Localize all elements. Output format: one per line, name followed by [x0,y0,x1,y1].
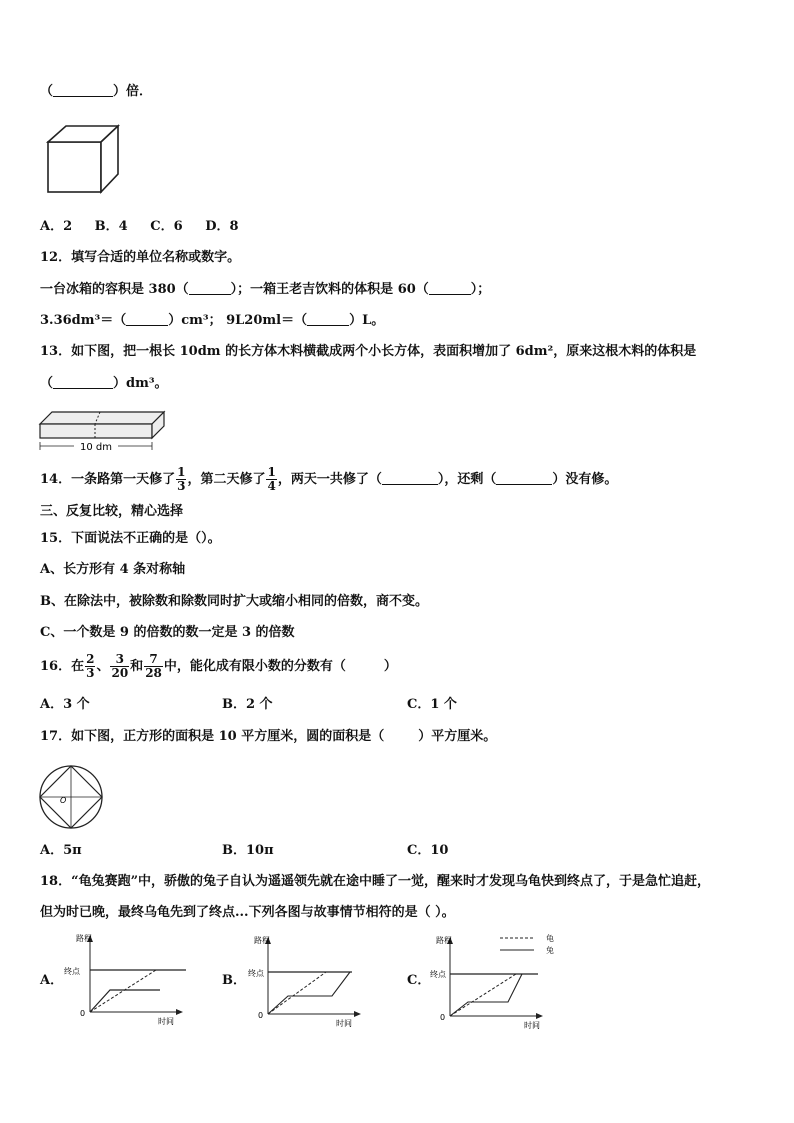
cube-figure [46,124,122,194]
q11-answer-line: （ ）倍． [40,84,153,99]
section-heading: 三、反复比较，精心选择 [40,504,184,519]
svg-text:时间: 时间 [336,1019,352,1028]
svg-text:终点: 终点 [64,967,80,976]
fraction: $\frac{7}{28}$ [145,652,162,680]
graph-a [64,930,194,1026]
q17-question: 17．如下图，正方形的面积是 10 平方厘米，圆的面积是（ ）平方厘米。 [40,729,497,744]
q17-option-a[interactable]: A．5π [40,843,82,858]
svg-text:终点: 终点 [248,969,264,978]
fraction: $\frac{2}{3}$ [86,652,95,680]
q15-title: 15．下面说法不正确的是（）。 [40,531,221,546]
q12-line2: 3.36dm³＝（ ）cm³； 9L20ml＝（ ）L。 [40,313,385,328]
svg-text:0: 0 [258,1011,264,1020]
svg-text:0: 0 [80,1009,86,1018]
q15-option-c[interactable]: C、一个数是 9 的倍数的数一定是 3 的倍数 [40,625,295,640]
svg-text:时间: 时间 [158,1017,174,1026]
q15-option-b[interactable]: B、在除法中，被除数和除数同时扩大或缩小相同的倍数，商不变。 [40,594,428,609]
fraction: $\frac{3}{20}$ [111,652,129,680]
svg-text:路程: 路程 [76,934,92,943]
answer-blank[interactable] [382,472,438,485]
q13-answer-line: （ ）dm³。 [40,376,168,391]
answer-blank[interactable] [126,313,168,326]
option-c[interactable]: C．6 [150,219,183,234]
q12-line1: 一台冰箱的容积是 380（ ）；一箱王老吉饮料的体积是 60（ ）； [40,282,491,297]
q18-line2: 但为时已晚，最终乌龟先到了终点...下列各图与故事情节相符的是（ ）。 [40,905,455,920]
legend-rabbit: 兔 [546,946,554,955]
q18-line1: 18．“龟兔赛跑”中，骄傲的兔子自认为遥遥领先就在途中睡了一觉，醒来时才发现乌龟快到终点了，于是急忙追赶， [40,874,711,889]
graph-a-label[interactable]: A． [40,973,64,988]
answer-blank[interactable] [496,472,552,485]
svg-text:路程: 路程 [436,936,452,945]
fraction: $\frac{1}{4}$ [267,465,276,493]
answer-blank[interactable] [429,282,471,295]
svg-text:时间: 时间 [524,1021,540,1030]
center-label: O [60,796,67,805]
q16-option-a[interactable]: A．3 个 [40,697,90,712]
q13-question: 13．如下图，把一根长 10dm 的长方体木料横截成两个小长方体，表面积增加了 6dm²，原来这根木料的体积是 [40,344,697,359]
q11-options [40,219,239,235]
graph-c-label[interactable]: C． [407,973,431,988]
q12-title: 12．填写合适的单位名称或数字。 [40,250,241,265]
answer-blank[interactable] [189,282,231,295]
option-a[interactable]: A．2 [40,219,73,234]
length-label: 10 dm [80,442,112,453]
q15-option-a[interactable]: A、长方形有 4 条对称轴 [40,562,186,577]
graph-b [248,932,372,1028]
circle-square-figure [38,764,104,830]
q16-option-c[interactable]: C．1 个 [407,697,457,712]
wood-block-figure [38,408,168,454]
fraction: $\frac{1}{3}$ [177,465,186,493]
q17-option-c[interactable]: C．10 [407,843,449,858]
svg-text:终点: 终点 [430,970,446,979]
option-d[interactable]: D．8 [205,219,239,234]
q14-question: 14．一条路第一天修了 $\frac{1}{3}$ ，第二天修了 $\frac{1}{4}$ ，两天一共修了（ ），还剩（ ）没有修。 [40,465,618,493]
legend-tortoise: 龟 [546,934,554,943]
answer-blank[interactable] [53,376,113,389]
q16-option-b[interactable]: B．2 个 [222,697,273,712]
svg-text:0: 0 [440,1013,446,1022]
answer-blank[interactable] [53,84,113,97]
svg-text:路程: 路程 [254,936,270,945]
q16-question: 16．在 $\frac{2}{3}$ 、 $\frac{3}{20}$ 和 $\frac{7}{28}$ 中，能化成有限小数的分数有（ ） [40,652,397,680]
graph-b-label[interactable]: B． [222,973,246,988]
option-b[interactable]: B．4 [94,219,128,234]
answer-blank[interactable] [307,313,349,326]
q17-option-b[interactable]: B．10π [222,843,274,858]
graph-c [430,932,570,1028]
